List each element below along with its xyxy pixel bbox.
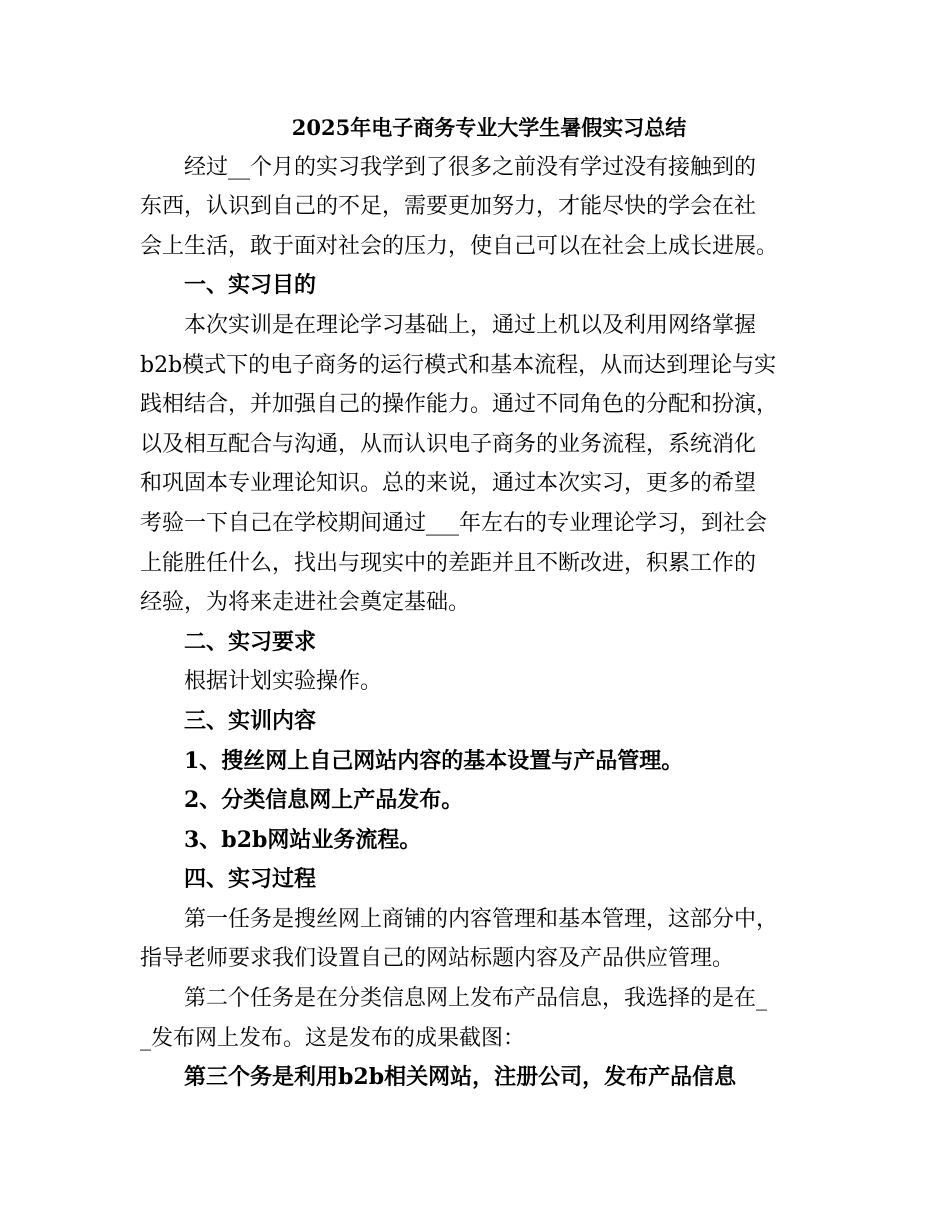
text-line: 经验，为将来走进社会奠定基础。 bbox=[140, 590, 471, 616]
text-line: 东西，认识到自己的不足，需要更加努力，才能尽快的学会在社 bbox=[140, 194, 757, 220]
text-line: 践相结合，并加强自己的操作能力。通过不同角色的分配和扮演， bbox=[140, 392, 779, 418]
text-line: 和巩固本专业理论知识。总的来说，通过本次实习，更多的希望 bbox=[140, 471, 757, 497]
process-paragraph-2 bbox=[140, 979, 812, 1058]
document-body bbox=[140, 108, 812, 1098]
text-line: 第一任务是搜丝网上商铺的内容管理和基本管理，这部分中， bbox=[184, 906, 779, 932]
section-heading-requirements: 二、实习要求 bbox=[184, 628, 317, 655]
text-line: 本次实训是在理论学习基础上，通过上机以及利用网络掌握 bbox=[184, 312, 757, 338]
text-line: b2b模式下的电子商务的运行模式和基本流程，从而达到理论与实 bbox=[140, 352, 777, 378]
text-line: 会上生活，敢于面对社会的压力，使自己可以在社会上成长进展。 bbox=[140, 233, 779, 259]
section-heading-content: 三、实训内容 bbox=[184, 707, 317, 734]
text-line: 第二个任务是在分类信息网上发布产品信息，我选择的是在_ bbox=[184, 986, 768, 1012]
text-line: 以及相互配合与沟通，从而认识电子商务的业务流程，系统消化 bbox=[140, 431, 757, 457]
list-item: 2、分类信息网上产品发布。 bbox=[184, 787, 464, 814]
document-title: 2025年电子商务专业大学生暑假实习总结 bbox=[291, 115, 687, 140]
process-paragraph-1 bbox=[140, 900, 812, 979]
text-line: 考验一下自己在学校期间通过___年左右的专业理论学习，到社会 bbox=[140, 510, 768, 536]
list-item: 3、b2b网站业务流程。 bbox=[184, 826, 422, 853]
section-heading-process: 四、实习过程 bbox=[184, 866, 317, 893]
section-heading-purpose: 一、实习目的 bbox=[184, 272, 317, 299]
process-paragraph-3: 第三个务是利用b2b相关网站，注册公司，发布产品信息 bbox=[184, 1064, 737, 1091]
intro-paragraph bbox=[140, 148, 812, 267]
purpose-paragraph bbox=[140, 306, 812, 623]
text-line: 上能胜任什么，找出与现实中的差距并且不断改进，积累工作的 bbox=[140, 550, 757, 576]
text-line: _发布网上发布。这是发布的成果截图： bbox=[140, 1025, 526, 1051]
text-line: 指导老师要求我们设置自己的网站标题内容及产品供应管理。 bbox=[140, 946, 735, 972]
requirements-paragraph: 根据计划实验操作。 bbox=[184, 669, 383, 695]
list-item: 1、搜丝网上自己网站内容的基本设置与产品管理。 bbox=[184, 747, 684, 774]
text-line: 经过__个月的实习我学到了很多之前没有学过没有接触到的 bbox=[184, 154, 757, 180]
